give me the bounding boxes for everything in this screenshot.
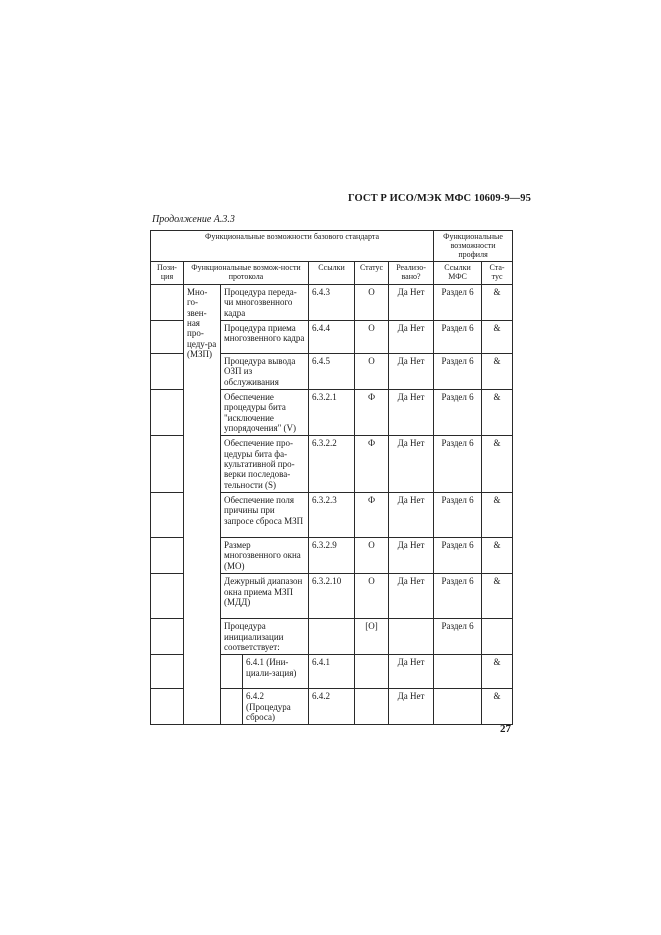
ref-cell: 6.3.2.2: [309, 436, 355, 493]
pstatus-cell: &: [482, 354, 513, 390]
status-cell: О: [355, 321, 389, 354]
mfs-cell: Раздел 6: [434, 619, 482, 655]
feature-cell: Размер многозвенного окна (МО): [221, 538, 309, 574]
status-cell: О: [355, 574, 389, 619]
impl-cell: Да Нет: [389, 655, 434, 689]
pstatus-cell: &: [482, 321, 513, 354]
ref-cell: 6.4.5: [309, 354, 355, 390]
feature-cell: Процедура переда-чи многозвенного кадра: [221, 284, 309, 320]
position-cell: [151, 493, 184, 538]
mfs-cell: [434, 655, 482, 689]
pstatus-cell: &: [482, 655, 513, 689]
status-cell: Ф: [355, 390, 389, 436]
impl-cell: Да Нет: [389, 538, 434, 574]
position-cell: [151, 284, 184, 320]
init-feature-cell: Процедура инициализации соответствует:: [221, 619, 309, 655]
pstatus-cell: &: [482, 436, 513, 493]
header-refs: Ссылки: [309, 262, 355, 285]
header-profile: Функциональные возможности профиля: [434, 231, 513, 262]
position-cell: [151, 321, 184, 354]
position-cell: [151, 538, 184, 574]
impl-cell: [389, 619, 434, 655]
table-row: [151, 284, 513, 320]
page-number: 27: [500, 723, 511, 735]
group-label: Мно-го-звен-ная про-цеду-ра (МЗП): [184, 284, 221, 724]
pstatus-cell: &: [482, 493, 513, 538]
ref-cell: 6.4.1: [309, 655, 355, 689]
pstatus-cell: &: [482, 284, 513, 320]
ref-cell: 6.4.4: [309, 321, 355, 354]
status-cell: [355, 689, 389, 725]
mfs-cell: Раздел 6: [434, 321, 482, 354]
impl-cell: Да Нет: [389, 390, 434, 436]
feature-cell: Обеспечение процедуры бита "исключение упорядочения" (V): [221, 390, 309, 436]
status-cell: О: [355, 284, 389, 320]
position-cell: [151, 436, 184, 493]
status-cell: Ф: [355, 493, 389, 538]
conformance-table: [150, 230, 513, 725]
mfs-cell: Раздел 6: [434, 284, 482, 320]
mfs-cell: Раздел 6: [434, 390, 482, 436]
header-position: Пози-ция: [151, 262, 184, 285]
mfs-cell: Раздел 6: [434, 436, 482, 493]
header-status: Статус: [355, 262, 389, 285]
impl-cell: Да Нет: [389, 689, 434, 725]
impl-cell: Да Нет: [389, 354, 434, 390]
continuation-label: Продолжение А.3.3: [152, 214, 235, 225]
position-cell: [151, 354, 184, 390]
header-base-standard: Функциональные возможности базового стандарта: [151, 231, 434, 262]
pstatus-cell: [482, 619, 513, 655]
pstatus-cell: &: [482, 390, 513, 436]
status-cell: [355, 655, 389, 689]
mfs-cell: Раздел 6: [434, 574, 482, 619]
indent-cell: [221, 655, 243, 689]
position-cell: [151, 619, 184, 655]
header-implemented: Реализо-вано?: [389, 262, 434, 285]
ref-cell: 6.3.2.9: [309, 538, 355, 574]
ref-cell: 6.3.2.1: [309, 390, 355, 436]
ref-cell: 6.4.3: [309, 284, 355, 320]
indent-cell: [221, 689, 243, 725]
header-mfs-refs: Ссылки МФС: [434, 262, 482, 285]
impl-cell: Да Нет: [389, 284, 434, 320]
header-protocol-features: Функциональные возмож-ности протокола: [184, 262, 309, 285]
position-cell: [151, 574, 184, 619]
ref-cell: 6.4.2: [309, 689, 355, 725]
ref-cell: 6.3.2.10: [309, 574, 355, 619]
status-cell: О: [355, 538, 389, 574]
status-cell: Ф: [355, 436, 389, 493]
impl-cell: Да Нет: [389, 436, 434, 493]
mfs-cell: [434, 689, 482, 725]
feature-cell: Обеспечение поля причины при запросе сброса МЗП: [221, 493, 309, 538]
sub-feature-cell: 6.4.2 (Процедура сброса): [243, 689, 309, 725]
impl-cell: Да Нет: [389, 493, 434, 538]
header-profile-status: Ста-тус: [482, 262, 513, 285]
pstatus-cell: &: [482, 538, 513, 574]
impl-cell: Да Нет: [389, 574, 434, 619]
ref-cell: 6.3.2.3: [309, 493, 355, 538]
status-cell: О: [355, 354, 389, 390]
position-cell: [151, 390, 184, 436]
document-header: ГОСТ Р ИСО/МЭК МФС 10609-9—95: [348, 193, 531, 204]
impl-cell: Да Нет: [389, 321, 434, 354]
mfs-cell: Раздел 6: [434, 538, 482, 574]
status-cell: [О]: [355, 619, 389, 655]
sub-feature-cell: 6.4.1 (Ини-циали-зация): [243, 655, 309, 689]
feature-cell: Дежурный диапазон окна приема МЗП (МДД): [221, 574, 309, 619]
mfs-cell: Раздел 6: [434, 354, 482, 390]
ref-cell: [309, 619, 355, 655]
position-cell: [151, 689, 184, 725]
feature-cell: Обеспечение про-цедуры бита фа-культативной про-верки последова-тельности (S): [221, 436, 309, 493]
pstatus-cell: &: [482, 689, 513, 725]
position-cell: [151, 655, 184, 689]
mfs-cell: Раздел 6: [434, 493, 482, 538]
feature-cell: Процедура приема многозвенного кадра: [221, 321, 309, 354]
feature-cell: Процедура вывода ОЗП из обслуживания: [221, 354, 309, 390]
pstatus-cell: &: [482, 574, 513, 619]
